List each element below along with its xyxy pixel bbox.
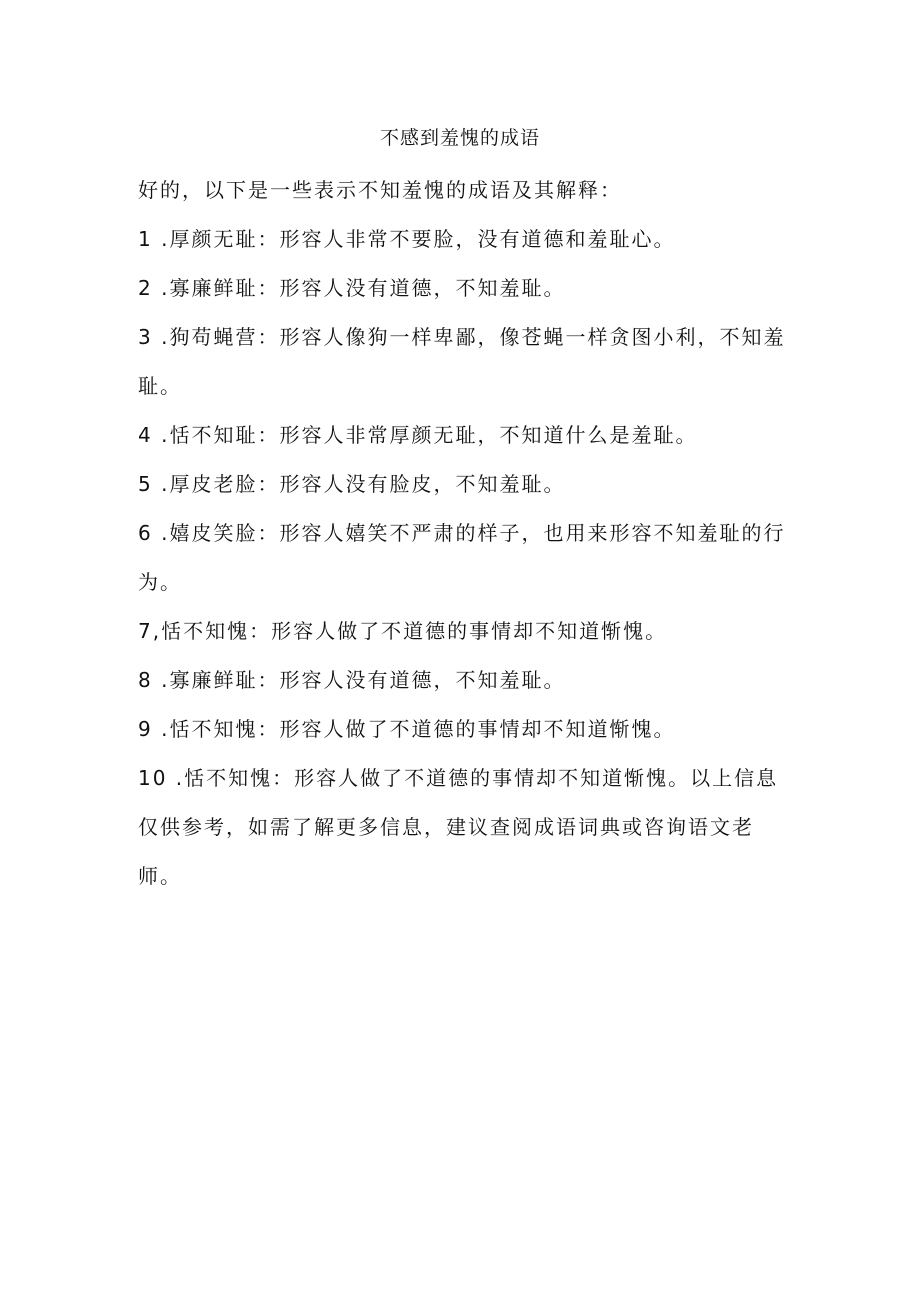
list-item: 6 .嬉皮笑脸：形容人嬉笑不严肃的样子，也用来形容不知羞耻的行为。 <box>138 521 786 594</box>
list-item: 3 .狗苟蝇营：形容人像狗一样卑鄙，像苍蝇一样贪图小利，不知羞耻。 <box>138 325 786 398</box>
list-item: 5 .厚皮老脸：形容人没有脸皮，不知羞耻。 <box>138 472 566 496</box>
document-body <box>138 166 786 901</box>
document-title: 不感到羞愧的成语 <box>379 127 540 149</box>
list-item: 9 .恬不知愧：形容人做了不道德的事情却不知道惭愧。 <box>138 717 676 741</box>
intro-paragraph: 好的，以下是一些表示不知羞愧的成语及其解释： <box>138 178 622 202</box>
list-item: 8 .寡廉鲜耻：形容人没有道德，不知羞耻。 <box>138 668 566 692</box>
list-item: 4 .恬不知耻：形容人非常厚颜无耻，不知道什么是羞耻。 <box>138 423 698 447</box>
list-item: 1 .厚颜无耻：形容人非常不要脸，没有道德和羞耻心。 <box>138 227 676 251</box>
list-item: 7,恬不知愧：形容人做了不道德的事情却不知道惭愧。 <box>138 619 668 643</box>
list-item: 10 .恬不知愧：形容人做了不道德的事情却不知道惭愧。以上信息仅供参考，如需了解更多信息，建议查阅成语词典或咨询语文老师。 <box>138 766 779 888</box>
list-item: 2 .寡廉鲜耻：形容人没有道德，不知羞耻。 <box>138 276 566 300</box>
